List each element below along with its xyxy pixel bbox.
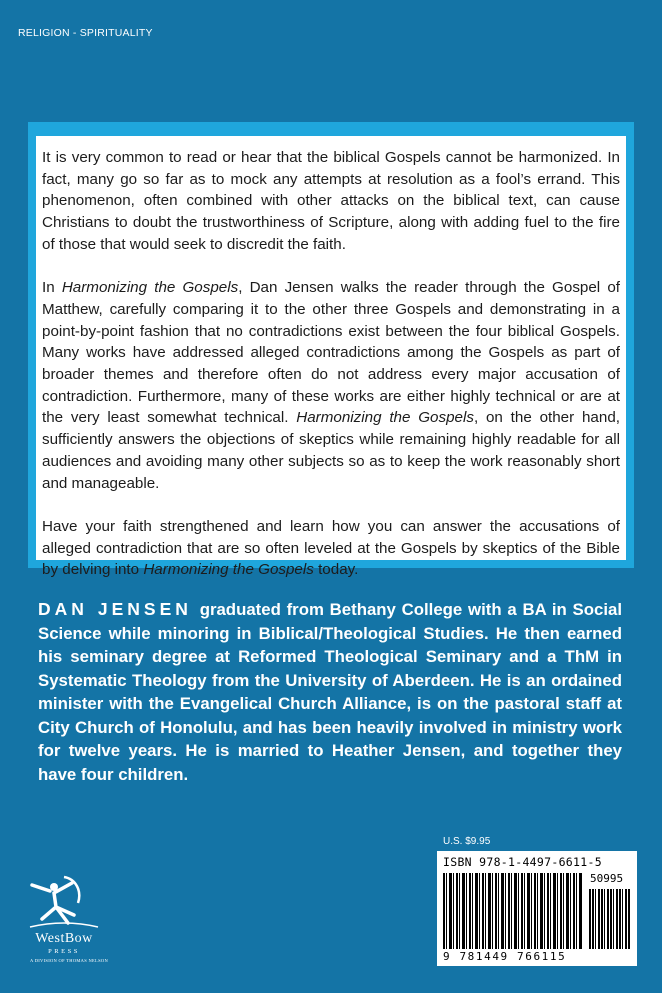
addon-code: 50995 (590, 872, 624, 885)
p2-intro: In (42, 279, 62, 297)
author-bio-text: graduated from Bethany College with a BA in Social Science while minoring in Biblical/Theological Studies. He then earned his seminary degree at Reformed Theological Seminary and a ThM in Systematic Theology from the University of Aberdeen. He is an ordained minister with the Evangelical Church Alliance, is on the pastoral staff at City Church of Honolulu, and has been heavily involved in ministry work for twelve years. He is married to Heather Jensen, and together they have four children. (38, 600, 622, 784)
blurb-paragraph-3 (42, 516, 620, 581)
barcode (437, 851, 637, 966)
p2-part-a: , Dan Jensen walks the reader through the Gospel of Matthew, carefully comparing it to the other three Gospels and demonstrating in a point-by-point fashion that no contradictions exist between the four biblical Gospels. Many works have addressed alleged contradictions among the Gospels as part of broader themes and therefore often do not address every major accusation of contradiction. Furthermore, many of these works are either highly technical or are at the very least somewhat technical. (42, 279, 620, 427)
book-title: Harmonizing the Gospels (296, 409, 474, 427)
isbn-text: ISBN 978-1-4497-6611-5 (443, 855, 602, 869)
book-title: Harmonizing the Gospels (61, 279, 239, 297)
p3-part-a: Have your faith strengthened and learn how you can answer the accusations of alleged contradiction that are so often leveled at the Gospels by skeptics of the Bible by delving into (42, 517, 620, 579)
addon-barcode-bars (589, 889, 631, 949)
publisher-division: A DIVISION OF THOMAS NELSON (29, 958, 109, 963)
ean-digits: 9 781449 766115 (443, 950, 567, 963)
leaping-figure-icon (24, 875, 104, 931)
p2-part-b: , on the other hand, sufficiently answers the objections of skeptics while remaining highly readable for all audiences and avoiding many other subjects so as to keep the work reasonably short and manageable. (42, 409, 620, 492)
author-name: DAN JENSEN (38, 599, 192, 619)
price-label: U.S. $9.95 (443, 836, 491, 847)
publisher-name: WestBow (35, 931, 93, 946)
book-title: Harmonizing the Gospels (143, 561, 314, 579)
blurb-paragraph-2 (42, 277, 620, 494)
publisher-press: PRESS (48, 948, 80, 955)
p3-part-b: today. (313, 561, 359, 579)
blurb-text (42, 147, 620, 581)
blurb-paragraph-1: It is very common to read or hear that the biblical Gospels cannot be harmonized. In fact, many go so far as to mock any attempts at resolution as a fool’s errand. This phenomenon, often combined with other attacks on the biblical text, can cause Christians to doubt the trustworthiness of Scripture, along with adding fuel to the fire of those that would seek to discredit the faith. (42, 149, 620, 253)
category-label: RELIGION - SPIRITUALITY (18, 27, 153, 39)
author-bio (38, 598, 622, 786)
blurb-box (36, 136, 626, 579)
ean-barcode-bars (443, 873, 583, 949)
publisher-logo (24, 875, 134, 971)
